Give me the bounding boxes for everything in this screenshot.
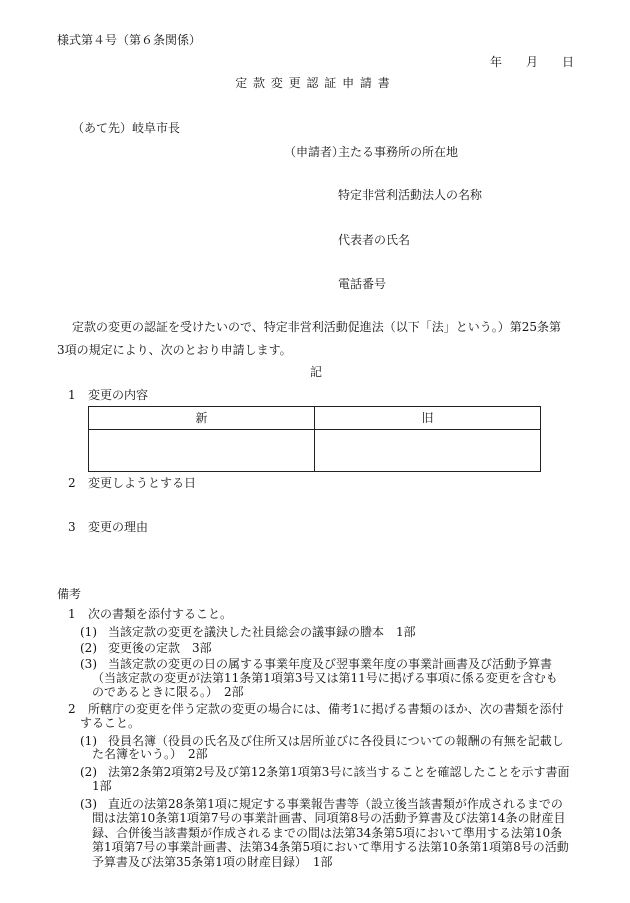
addressee: （あて先）岐阜市長	[72, 121, 181, 135]
remark-subitem-line: 当該定款の変更を議決した社員総会の議事録の謄本 1部	[108, 625, 416, 639]
remark-subitem-line: 法第2条第2項第2号及び第12条第1項第3号に該当することを確認したことを示す書面	[108, 765, 570, 779]
change-table-header-old: 旧	[421, 411, 434, 425]
change-table-cell-old	[315, 430, 540, 471]
body-line: 3項の規定により、次のとおり申請します。	[57, 343, 292, 357]
change-table-header-new: 新	[195, 411, 208, 425]
phone-label: 電話番号	[338, 277, 387, 291]
remark-subitem-number: (1)	[80, 734, 97, 748]
section-number: 3	[68, 520, 76, 534]
ki-mark: 記	[309, 365, 322, 379]
remark-number: 1	[68, 607, 76, 621]
remark-subitem-number: (1)	[80, 625, 97, 639]
remark-subitem-line: た名簿をいう。） 2部	[92, 747, 208, 761]
change-table	[88, 406, 541, 472]
date-line: 年 月 日	[489, 55, 574, 69]
remarks-title: 備考	[57, 587, 82, 601]
form-number: 様式第４号（第６条関係）	[57, 33, 202, 47]
remark-line: すること。	[80, 716, 141, 730]
remark-subitem-line: 間は法第10条第1項第7号の事業計画書、同項第8号の活動予算書及び法第14条の財産目	[92, 811, 566, 825]
remark-subitem-number: (2)	[80, 641, 97, 655]
body-line: 定款の変更の認証を受けたいので、特定非営利活動促進法（以下「法」という。）第25条第	[72, 320, 562, 334]
remark-subitem-line: 変更後の定款 3部	[108, 641, 212, 655]
office-address-label: 主たる事務所の所在地	[338, 145, 459, 159]
remark-subitem-number: (3)	[80, 657, 97, 671]
remark-subitem-line: 録、合併後当該書類が作成されるまでの間は法第34条第5項において準用する法第10条	[92, 826, 563, 840]
remark-number: 2	[68, 702, 76, 716]
applicant-label: （申請者）	[284, 145, 345, 159]
remark-subitem-line: のであるときに限る。） 2部	[92, 685, 244, 699]
representative-name-label: 代表者の氏名	[338, 233, 411, 247]
remark-subitem-line: 第1項第7号の事業計画書、法第34条第5項において準用する法第10条第1項第8号の活動	[92, 840, 569, 854]
section-number: 1	[68, 388, 76, 402]
remark-subitem-number: (3)	[80, 797, 97, 811]
remark-line: 所轄庁の変更を伴う定款の変更の場合には、備考1に掲げる書類のほか、次の書類を添付	[88, 702, 564, 716]
change-table-cell-new	[89, 430, 314, 471]
remark-subitem-line: 役員名簿（役員の氏名及び住所又は居所並びに各役員についての報酬の有無を記載し	[108, 734, 564, 748]
remark-subitem-line: 直近の法第28条第1項に規定する事業報告書等（設立後当該書類が作成されるまでの	[108, 797, 563, 811]
section-label-change-content: 変更の内容	[88, 388, 149, 402]
remark-subitem-line: （当該定款の変更が法第11条第1項第3号又は第11号に掲げる事項に係る変更を含むも	[92, 671, 558, 685]
section-label-change-date: 変更しようとする日	[88, 476, 197, 490]
section-number: 2	[68, 476, 76, 490]
document-title: 定 款 変 更 認 証 申 請 書	[235, 76, 391, 90]
remark-subitem-number: (2)	[80, 765, 97, 779]
section-label-change-reason: 変更の理由	[88, 520, 149, 534]
remark-subitem-line: 1部	[92, 779, 112, 793]
remark-line: 次の書類を添付すること。	[88, 607, 233, 621]
remark-subitem-line: 当該定款の変更の日の属する事業年度及び翌事業年度の事業計画書及び活動予算書	[108, 657, 553, 671]
org-name-label: 特定非営利活動法人の名称	[338, 188, 483, 202]
remark-subitem-line: 予算書及び法第35条第1項の財産目録） 1部	[92, 855, 333, 869]
